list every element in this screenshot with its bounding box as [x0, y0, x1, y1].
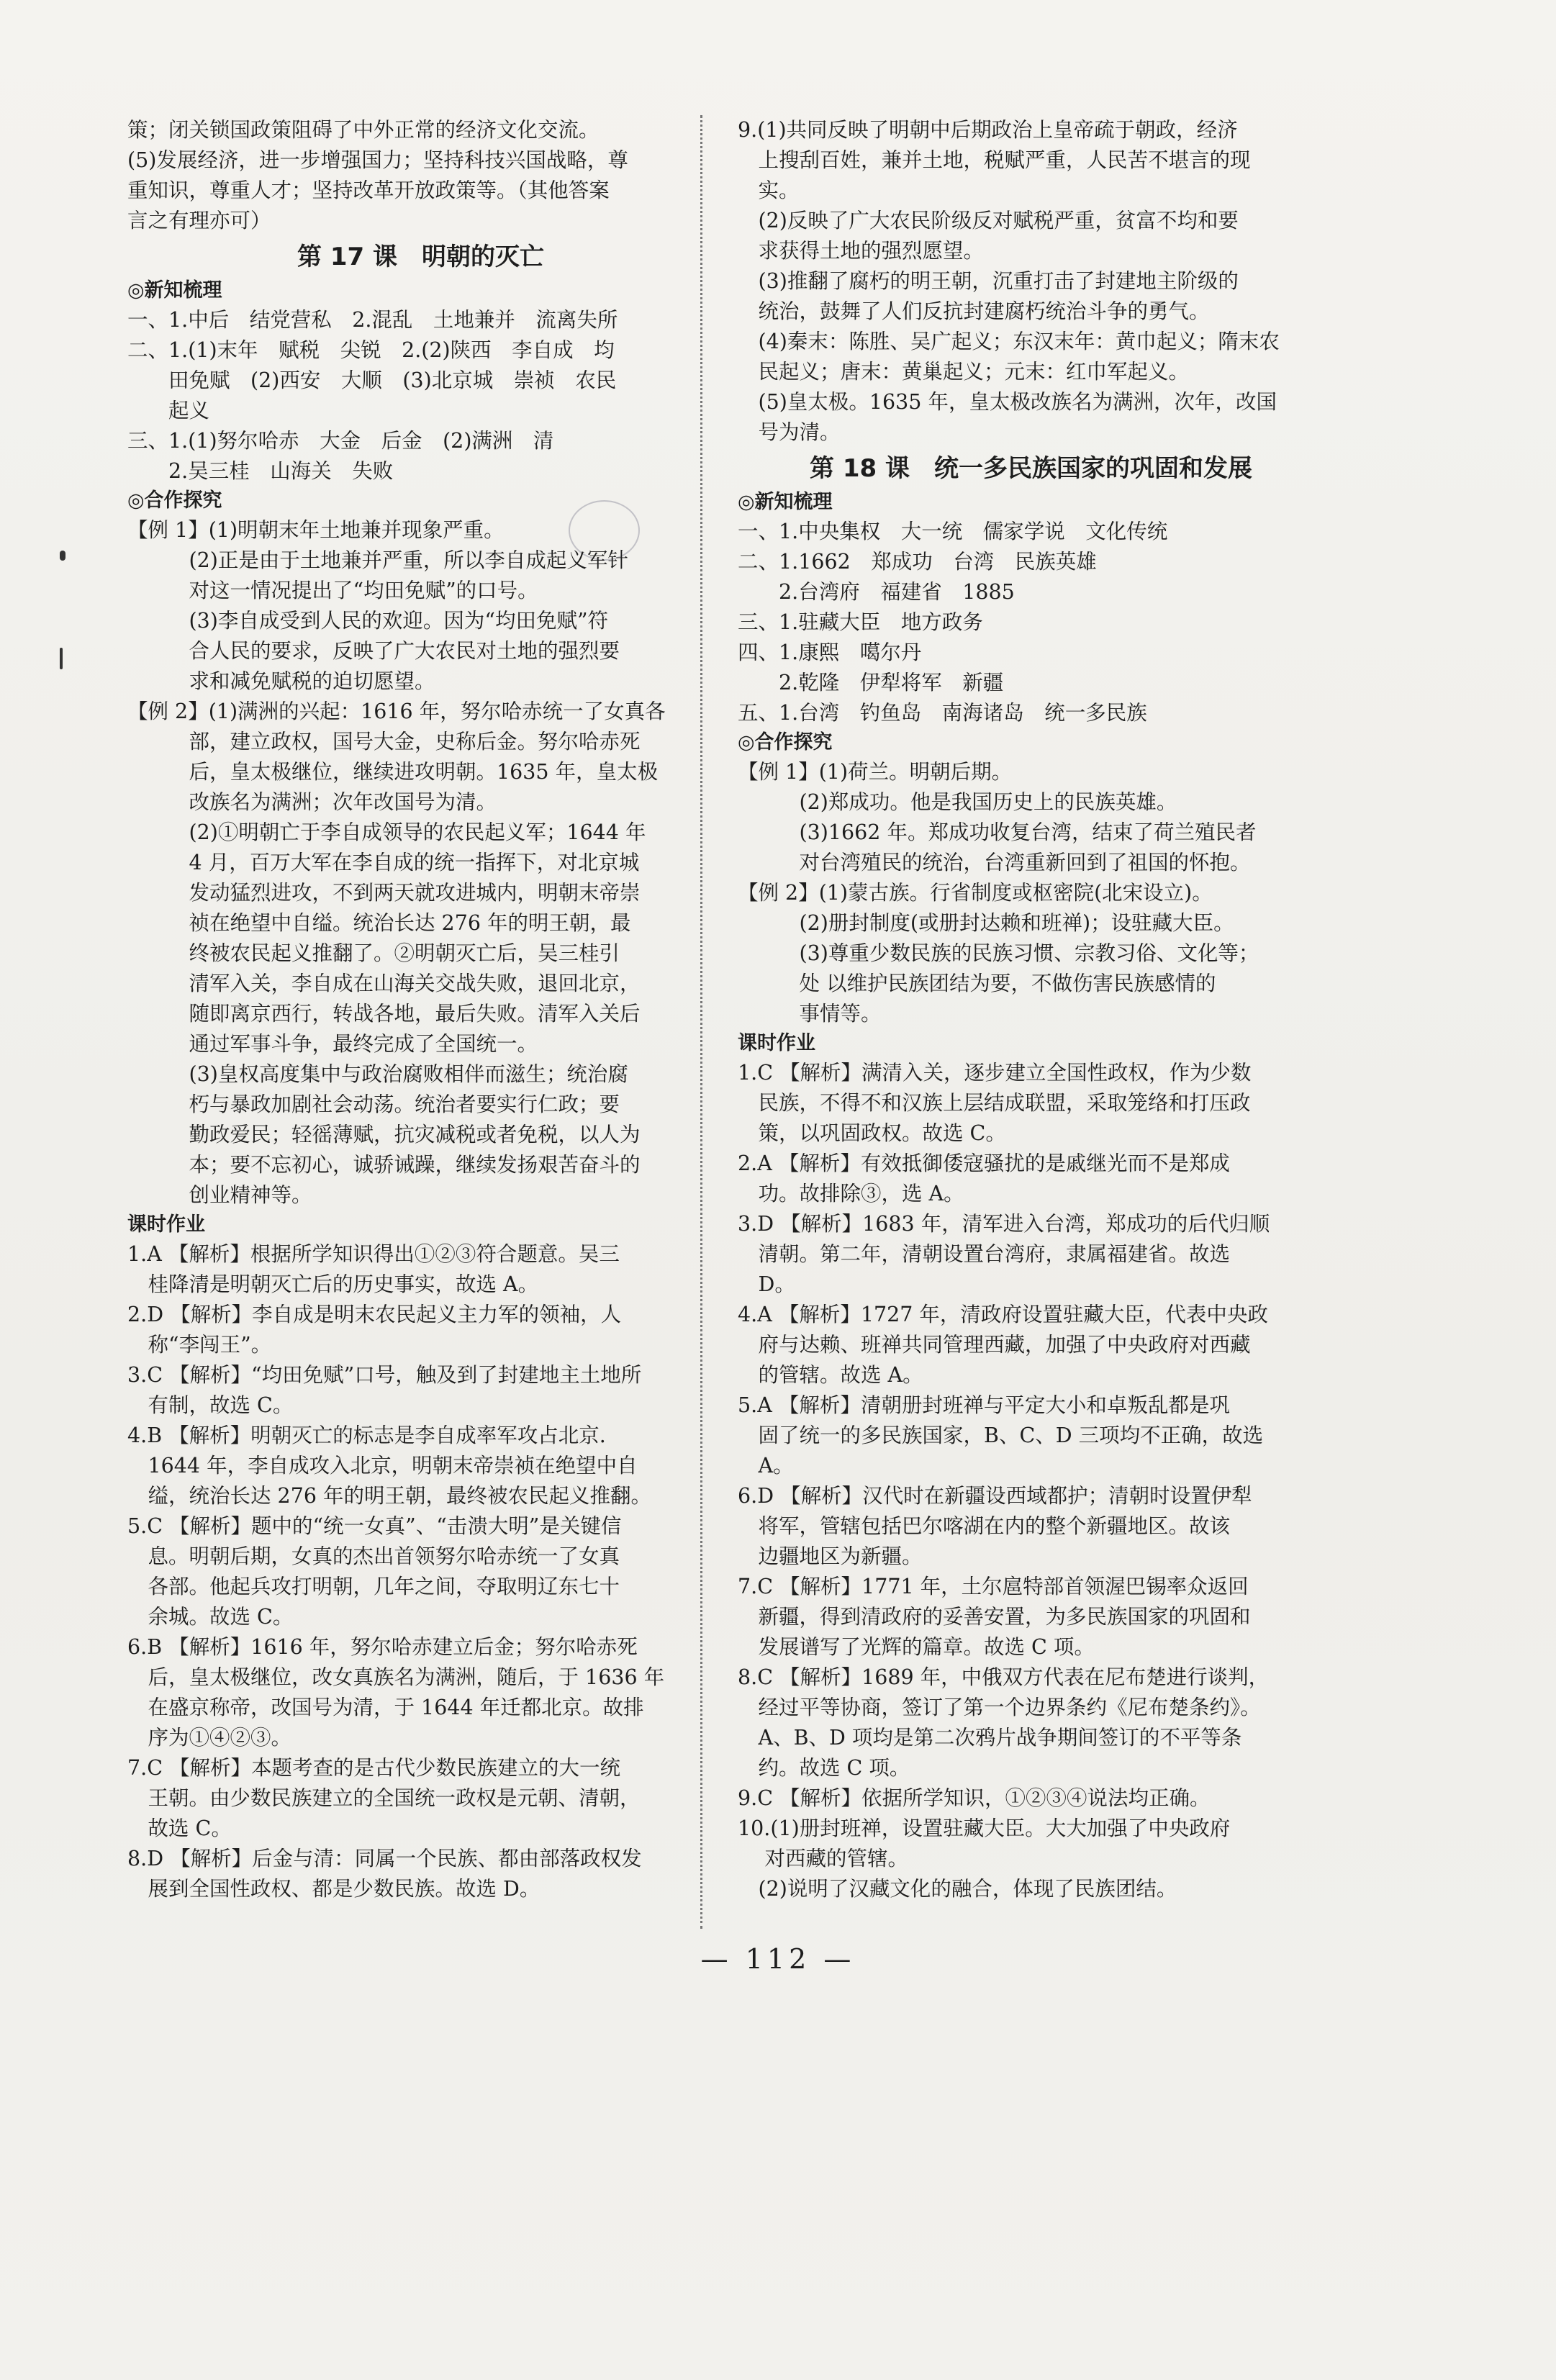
text-line: 经过平等协商，签订了第一个边界条约《尼布楚条约》。 — [738, 1696, 1261, 1719]
text-line: 上搜刮百姓，兼并土地，税赋严重，人民苦不堪言的现 — [738, 148, 1251, 172]
text-line: A。 — [738, 1454, 794, 1478]
text-line: 求获得土地的强烈愿望。 — [738, 239, 985, 263]
text-line: 余城。故选 C。 — [127, 1605, 294, 1629]
text-line: 随即离京西行，转战各地，最后失败。清军入关后 — [127, 1002, 641, 1026]
text-line: (2)①明朝亡于李自成领导的农民起义军；1644 年 — [127, 820, 646, 844]
text-line: 号为清。 — [738, 420, 841, 444]
text-line: (2)正是由于土地兼并严重，所以李自成起义军针 — [127, 548, 628, 572]
text-line: 3.C 【解析】“均田免赋”口号，触及到了封建地主土地所 — [127, 1363, 642, 1387]
text-line: 言之有理亦可） — [127, 209, 271, 232]
lesson-title: 第 18 课 统一多民族国家的巩固和发展 — [810, 454, 1252, 483]
text-line: 【例 2】(1)蒙古族。行省制度或枢密院(北宋设立)。 — [738, 881, 1213, 905]
text-line: 五、1.台湾 钓鱼岛 南海诸岛 统一多民族 — [738, 701, 1147, 725]
text-line: 6.D 【解析】汉代时在新疆设西域都护；清朝时设置伊犁 — [738, 1484, 1252, 1508]
text-line: 二、1.1662 郑成功 台湾 民族英雄 — [738, 550, 1097, 574]
text-line: 【例 2】(1)满洲的兴起：1616 年，努尔哈赤统一了女真各 — [127, 700, 666, 723]
text-line: 2.吴三桂 山海关 失败 — [127, 459, 394, 483]
text-line: 重知识，尊重人才；坚持改革开放政策等。（其他答案 — [127, 178, 610, 202]
text-line: 处 以维护民族团结为要，不做伤害民族感情的 — [738, 972, 1216, 995]
text-line: (4)秦末：陈胜、吴广起义；东汉末年：黄巾起义；隋末农 — [738, 330, 1280, 353]
text-line: 勤政爱民；轻徭薄赋，抗灾减税或者免税，以人为 — [127, 1123, 641, 1146]
text-line: 将军，管辖包括巴尔喀湖在内的整个新疆地区。故该 — [738, 1514, 1231, 1538]
text-line: 创业精神等。 — [127, 1183, 312, 1207]
text-line: 10.(1)册封班禅，设置驻藏大臣。大大加强了中央政府 — [738, 1816, 1231, 1840]
text-line: 1644 年，李自成攻入北京，明朝末帝崇祯在绝望中自 — [127, 1454, 638, 1478]
text-line: 4.B 【解析】明朝灭亡的标志是李自成率军攻占北京. — [127, 1424, 606, 1447]
text-line: (2)郑成功。他是我国历史上的民族英雄。 — [738, 790, 1177, 814]
text-line: 部，建立政权，国号大金，史称后金。努尔哈赤死 — [127, 730, 641, 754]
text-line: (2)册封制度(或册封达赖和班禅)；设驻藏大臣。 — [738, 911, 1234, 935]
text-line: 策，以巩固政权。故选 C。 — [738, 1121, 1006, 1145]
text-line: 发动猛烈进攻，不到两天就攻进城内，明朝末帝崇 — [127, 881, 641, 905]
text-line: 1.C 【解析】满清入关，逐步建立全国性政权，作为少数 — [738, 1061, 1252, 1085]
text-line: (3)李自成受到人民的欢迎。因为“均田免赋”符 — [127, 609, 609, 633]
text-line: A、B、D 项均是第二次鸦片战争期间签订的不平等条 — [738, 1726, 1242, 1750]
text-line: 策；闭关锁国政策阻碍了中外正常的经济文化交流。 — [127, 118, 600, 142]
text-line: 清军入关，李自成在山海关交战失败，退回北京， — [127, 972, 641, 995]
text-line: 二、1.(1)末年 赋税 尖锐 2.(2)陕西 李自成 均 — [127, 338, 615, 362]
text-line: 合人民的要求，反映了广大农民对土地的强烈要 — [127, 639, 620, 663]
text-line: 对西藏的管辖。 — [738, 1847, 909, 1870]
text-line: (3)尊重少数民族的民族习惯、宗教习俗、文化等； — [738, 941, 1259, 965]
text-line: 2.乾隆 伊犁将军 新疆 — [738, 671, 1004, 694]
text-line: 本；要不忘初心，诚骄诫躁，继续发扬艰苦奋斗的 — [127, 1153, 641, 1177]
text-line: 实。 — [738, 178, 800, 202]
text-line: 8.C 【解析】1689 年，中俄双方代表在尼布楚进行谈判， — [738, 1665, 1270, 1689]
text-line: (3)皇权高度集中与政治腐败相伴而滋生；统治腐 — [127, 1062, 628, 1086]
text-line: 王朝。由少数民族建立的全国统一政权是元朝、清朝， — [127, 1786, 641, 1810]
section-heading: ◎合作探究 — [738, 731, 833, 754]
text-line: 6.B 【解析】1616 年，努尔哈赤建立后金；努尔哈赤死 — [127, 1635, 638, 1659]
text-line: 9.(1)共同反映了明朝中后期政治上皇帝疏于朝政，经济 — [738, 118, 1238, 142]
text-line: 祯在绝望中自缢。统治长达 276 年的明王朝，最 — [127, 911, 631, 935]
text-line: (3)1662 年。郑成功收复台湾，结束了荷兰殖民者 — [738, 820, 1257, 844]
text-line: 事情等。 — [738, 1002, 882, 1026]
text-line: D。 — [738, 1272, 795, 1296]
text-line: 起义 — [127, 399, 210, 422]
margin-mark — [60, 551, 65, 561]
text-line: 发展谱写了光辉的篇章。故选 C 项。 — [738, 1635, 1095, 1659]
section-heading: 课时作业 — [127, 1213, 205, 1236]
text-line: 称“李闯王”。 — [127, 1333, 272, 1357]
text-line: 民族，不得不和汉族上层结成联盟，采取笼络和打压政 — [738, 1091, 1251, 1115]
text-line: 朽与暴政加剧社会动荡。统治者要实行仁政；要 — [127, 1092, 620, 1116]
text-line: 桂降清是明朝灭亡后的历史事实，故选 A。 — [127, 1272, 539, 1296]
text-line: 改族名为满洲；次年改国号为清。 — [127, 790, 497, 814]
text-line: 3.D 【解析】1683 年，清军进入台湾，郑成功的后代归顺 — [738, 1212, 1270, 1236]
text-line: 固了统一的多民族国家，B、C、D 三项均不正确，故选 — [738, 1424, 1264, 1447]
text-line: 8.D 【解析】后金与清：同属一个民族、都由部落政权发 — [127, 1847, 642, 1870]
text-line: 民起义；唐末：黄巢起义；元末：红巾军起义。 — [738, 360, 1190, 384]
text-line: (2)反映了广大农民阶级反对赋税严重，贫富不均和要 — [738, 209, 1239, 232]
text-line: 统治，鼓舞了人们反抗封建腐朽统治斗争的勇气。 — [738, 299, 1210, 323]
page-number: — 112 — — [700, 1943, 856, 1975]
text-line: 7.C 【解析】1771 年，土尔扈特部首领渥巴锡率众返回 — [738, 1575, 1249, 1598]
text-line: 9.C 【解析】依据所学知识，①②③④说法均正确。 — [738, 1786, 1211, 1810]
text-line: 三、1.(1)努尔哈赤 大金 后金 (2)满洲 清 — [127, 429, 554, 453]
text-line: 故选 C。 — [127, 1816, 232, 1840]
left-column — [127, 115, 714, 1904]
text-line: 1.A 【解析】根据所学知识得出①②③符合题意。吴三 — [127, 1242, 620, 1266]
text-line: 息。明朝后期，女真的杰出首领努尔哈赤统一了女真 — [127, 1544, 620, 1568]
text-line: (2)说明了汉藏文化的融合，体现了民族团结。 — [738, 1877, 1177, 1901]
text-line: 一、1.中央集权 大一统 儒家学说 文化传统 — [738, 520, 1168, 543]
section-heading: ◎合作探究 — [127, 489, 222, 512]
text-line: 【例 1】(1)明朝末年土地兼并现象严重。 — [127, 518, 505, 542]
text-line: 5.C 【解析】题中的“统一女真”、“击溃大明”是关键信 — [127, 1514, 622, 1538]
text-line: (5)皇太极。1635 年，皇太极改族名为满洲，次年，改国 — [738, 390, 1277, 414]
text-line: 4.A 【解析】1727 年，清政府设置驻藏大臣，代表中央政 — [738, 1303, 1268, 1326]
text-line: 的管辖。故选 A。 — [738, 1363, 923, 1387]
text-line: 4 月，百万大军在李自成的统一指挥下，对北京城 — [127, 851, 640, 874]
lesson-title: 第 17 课 明朝的灭亡 — [297, 243, 544, 271]
text-line: 序为①④②③。 — [127, 1726, 292, 1750]
text-line: 后，皇太极继位，改女真族名为满洲，随后，于 1636 年 — [127, 1665, 665, 1689]
section-heading: 课时作业 — [738, 1032, 815, 1054]
section-heading: ◎新知梳理 — [738, 491, 833, 513]
text-line: 边疆地区为新疆。 — [738, 1544, 923, 1568]
text-line: 2.台湾府 福建省 1885 — [738, 580, 1015, 604]
text-line: 求和减免赋税的迫切愿望。 — [127, 669, 435, 693]
text-line: 在盛京称帝，改国号为清，于 1644 年迁都北京。故排 — [127, 1696, 644, 1719]
text-line: 后，皇太极继位，继续进攻明朝。1635 年，皇太极 — [127, 760, 659, 784]
text-line: 功。故排除③，选 A。 — [738, 1182, 964, 1205]
text-line: 清朝。第二年，清朝设置台湾府，隶属福建省。故选 — [738, 1242, 1231, 1266]
text-line: 展到全国性政权、都是少数民族。故选 D。 — [127, 1877, 540, 1901]
text-line: 府与达赖、班禅共同管理西藏，加强了中央政府对西藏 — [738, 1333, 1251, 1357]
text-line: 缢，统治长达 276 年的明王朝，最终被农民起义推翻。 — [127, 1484, 652, 1508]
text-line: 2.D 【解析】李自成是明末农民起义主力军的领袖，人 — [127, 1303, 622, 1326]
text-line: 7.C 【解析】本题考查的是古代少数民族建立的大一统 — [127, 1756, 621, 1780]
column-divider — [700, 115, 702, 1929]
text-line: 各部。他起兵攻打明朝，几年之间，夺取明辽东七十 — [127, 1575, 620, 1598]
text-line: 三、1.驻藏大臣 地方政务 — [738, 610, 983, 634]
right-column — [738, 115, 1324, 1904]
text-line: (5)发展经济，进一步增强国力；坚持科技兴国战略，尊 — [127, 148, 628, 172]
section-heading: ◎新知梳理 — [127, 279, 222, 302]
text-line: 对这一情况提出了“均田免赋”的口号。 — [127, 579, 538, 602]
text-line: 田免赋 (2)西安 大顺 (3)北京城 崇祯 农民 — [127, 368, 617, 392]
text-line: 四、1.康熙 噶尔丹 — [738, 641, 922, 664]
text-line: (3)推翻了腐朽的明王朝，沉重打击了封建地主阶级的 — [738, 269, 1239, 293]
text-line: 对台湾殖民的统治，台湾重新回到了祖国的怀抱。 — [738, 851, 1251, 874]
text-line: 通过军事斗争，最终完成了全国统一。 — [127, 1032, 538, 1056]
text-line: 2.A 【解析】有效抵御倭寇骚扰的是戚继光而不是郑成 — [738, 1151, 1230, 1175]
text-line: 【例 1】(1)荷兰。明朝后期。 — [738, 760, 1013, 784]
text-line: 5.A 【解析】清朝册封班禅与平定大小和卓叛乱都是巩 — [738, 1393, 1230, 1417]
text-line: 约。故选 C 项。 — [738, 1756, 910, 1780]
text-line: 有制，故选 C。 — [127, 1393, 294, 1417]
text-line: 终被农民起义推翻了。②明朝灭亡后，吴三桂引 — [127, 941, 620, 965]
margin-mark — [60, 648, 63, 669]
text-line: 新疆，得到清政府的妥善安置，为多民族国家的巩固和 — [738, 1605, 1251, 1629]
text-line: 一、1.中后 结党营私 2.混乱 土地兼并 流离失所 — [127, 308, 618, 332]
